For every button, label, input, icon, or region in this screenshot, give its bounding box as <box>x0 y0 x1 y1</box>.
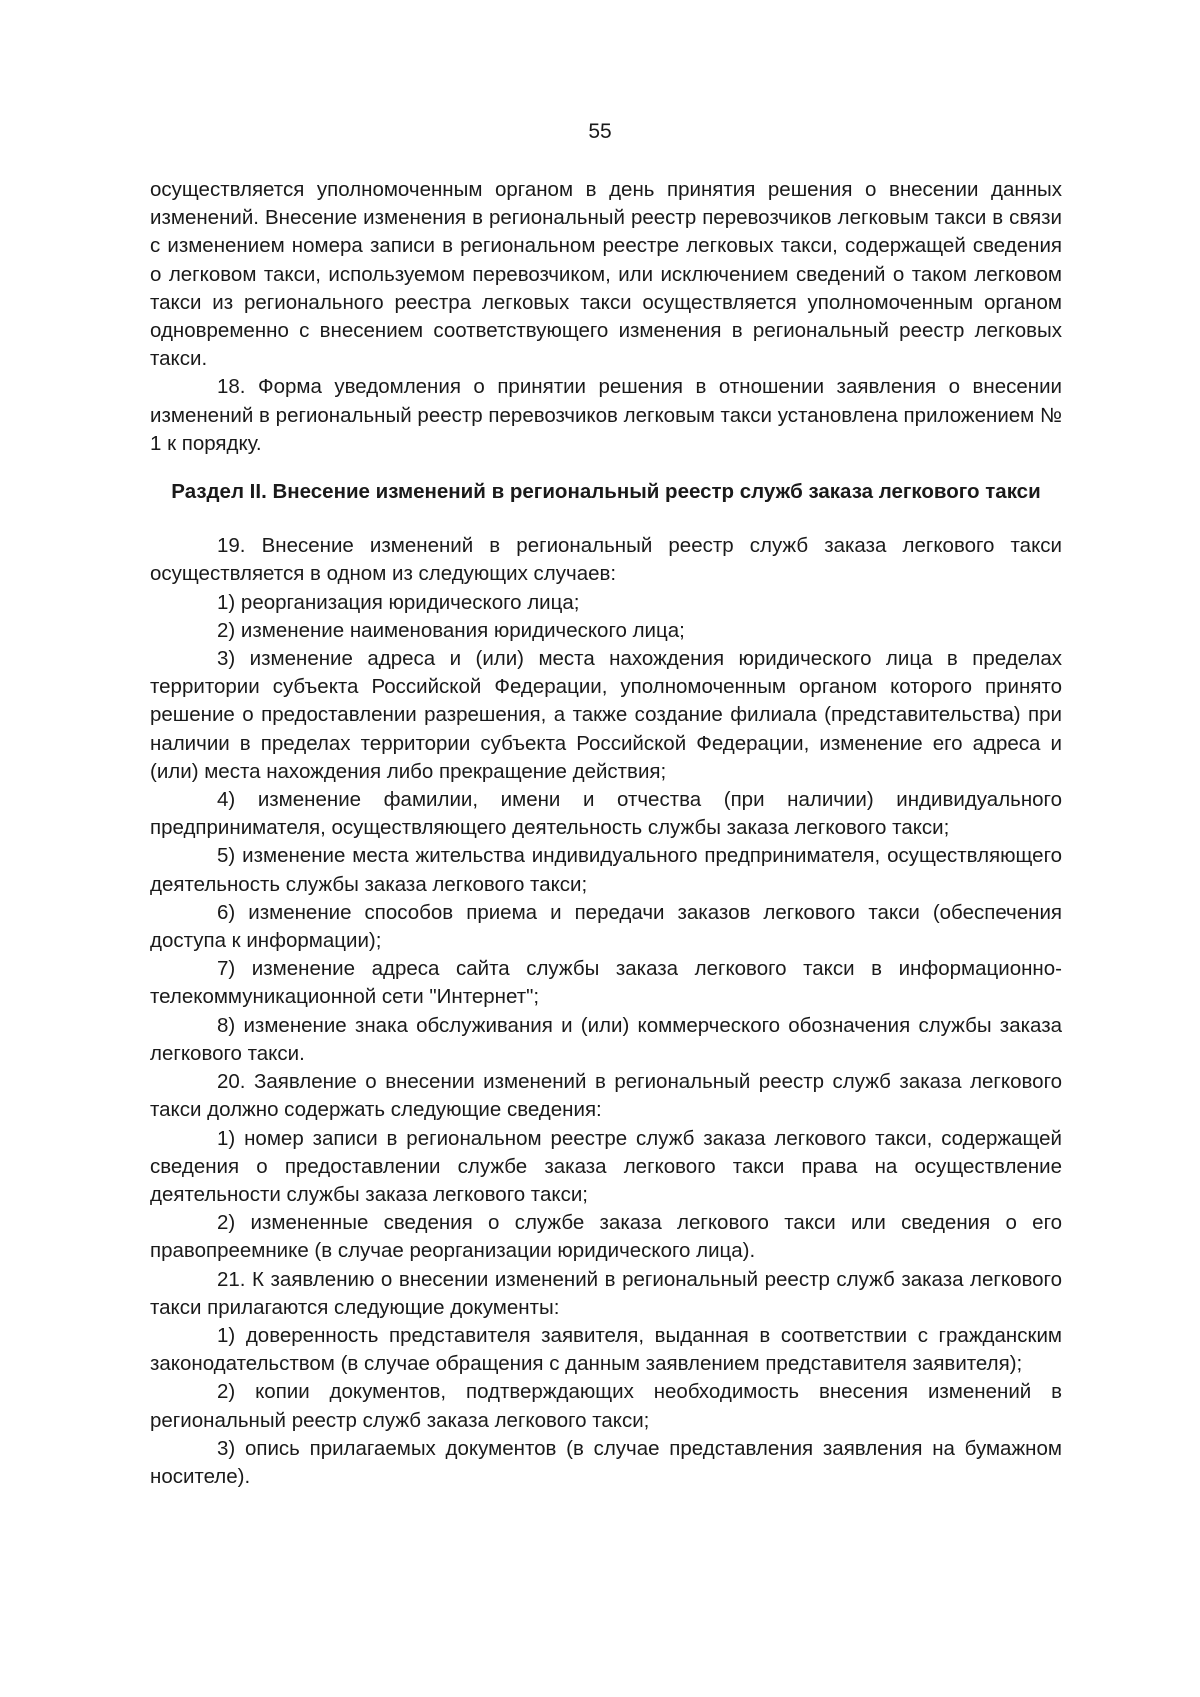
list-item: 1) доверенность представителя заявителя, выданная в соответствии с гражданским законодательством (в случае обращения с данным заявлением представителя заявителя); <box>150 1323 1062 1376</box>
section-title: Раздел II. Внесение изменений в региональный реестр служб заказа легкового такси <box>171 480 1041 504</box>
paragraph: 18. Форма уведомления о принятии решения в отношении заявления о внесении изменений в региональный реестр перевозчиков легковым такси установлена приложением № 1 к порядку. <box>150 375 1062 455</box>
list-item: 7) изменение адреса сайта службы заказа легкового такси в информационно-телекоммуникационной сети "Интернет"; <box>150 957 1062 1009</box>
list-item: 1) номер записи в региональном реестре служб заказа легкового такси, содержащей сведения о предоставлении службе заказа легкового такси права на осуществление деятельности службы заказа легкового такси; <box>150 1126 1062 1206</box>
paragraph: 19. Внесение изменений в региональный реестр служб заказа легкового такси осуществляется в одном из следующих случаев: <box>150 534 1062 586</box>
paragraph: осуществляется уполномоченным органом в день принятия решения о внесении данных изменений. Внесение изменения в региональный реестр перевозчиков легковым такси в связи с изменением номера записи в региональном реестре легковых такси, содержащей сведения о легковом такси, используемом перевозчиком, или исключением сведений о таком легковом такси из регионального реестра легковых такси осуществляется уполномоченным органом одновременно с внесением соответствующего изменения в региональный реестр легковых такси. <box>150 178 1062 371</box>
list-item: 6) изменение способов приема и передачи заказов легкового такси (обеспечения доступа к информации); <box>150 900 1062 953</box>
list-item: 4) изменение фамилии, имени и отчества (при наличии) индивидуального предпринимателя, осуществляющего деятельность службы заказа легкового такси; <box>150 788 1062 840</box>
list-item: 5) изменение места жительства индивидуального предпринимателя, осуществляющего деятельность службы заказа легкового такси; <box>150 844 1062 896</box>
paragraph: 20. Заявление о внесении изменений в региональный реестр служб заказа легкового такси должно содержать следующие сведения: <box>150 1070 1062 1122</box>
list-item: 1) реорганизация юридического лица; <box>217 590 580 614</box>
page-number: 55 <box>588 120 612 143</box>
document-body <box>150 176 1062 1491</box>
list-item: 8) изменение знака обслуживания и (или) коммерческого обозначения службы заказа легкового такси. <box>150 1013 1062 1065</box>
list-item: 2) копии документов, подтверждающих необходимость внесения изменений в региональный реестр служб заказа легкового такси; <box>150 1380 1062 1432</box>
paragraph: 21. К заявлению о внесении изменений в региональный реестр служб заказа легкового такси прилагаются следующие документы: <box>150 1267 1062 1319</box>
list-item: 3) опись прилагаемых документов (в случае представления заявления на бумажном носителе). <box>150 1436 1062 1488</box>
list-item: 2) изменение наименования юридического лица; <box>217 618 685 642</box>
list-item: 2) измененные сведения о службе заказа легкового такси или сведения о его правопреемнике (в случае реорганизации юридического лица). <box>150 1211 1062 1263</box>
list-item: 3) изменение адреса и (или) места нахождения юридического лица в пределах территории субъекта Российской Федерации, уполномоченным органом которого принято решение о предоставлении разрешения, а также создание филиала (представительства) при наличии в пределах территории субъекта Российской Федерации, изменение его адреса и (или) места нахождения либо прекращение действия; <box>150 647 1062 783</box>
